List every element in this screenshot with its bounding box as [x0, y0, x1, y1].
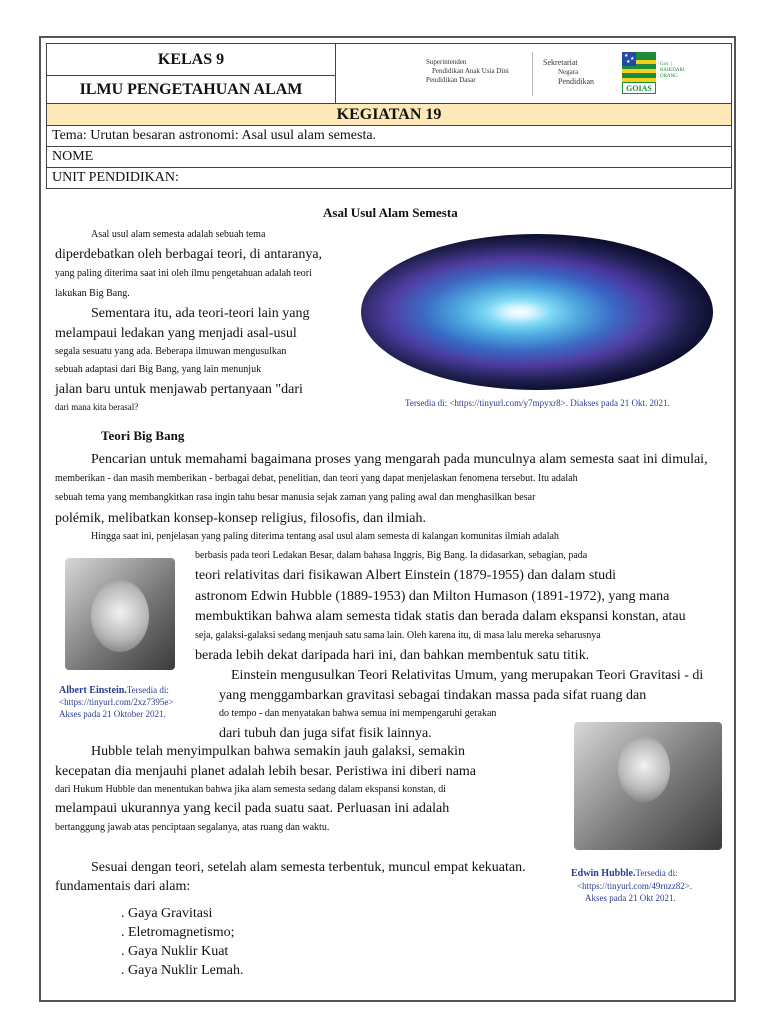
einstein-caption-date: Akses pada 21 Oktober 2021.	[59, 709, 166, 719]
einstein-caption-name: Albert Einstein.	[59, 685, 127, 696]
logo-secretariat-line1: Sekretariat	[543, 58, 578, 67]
einstein-caption-url: <https://tinyurl.com/2xz7395e>	[59, 697, 174, 707]
intro-line: melampaui ledakan yang menjadi asal-usul	[55, 326, 297, 341]
paragraph-line: yang menggambarkan gravitasi sebagai tindakan massa pada sifat ruang dan	[219, 688, 647, 703]
paragraph-line: berbasis pada teori Ledakan Besar, dalam bahasa Inggris, Big Bang. Ia didasarkan, sebagian, pada	[195, 550, 588, 561]
paragraph-line: Hubble telah menyimpulkan bahwa semakin jauh galaksi, semakin	[91, 744, 466, 759]
intro-line: lakukan Big Bang.	[55, 288, 130, 299]
subject-label: ILMU PENGETAHUAN ALAM	[46, 75, 336, 104]
force-list-item: . Gaya Nuklir Lemah.	[121, 963, 244, 978]
paragraph-line: astronom Edwin Hubble (1889-1953) dan Milton Humason (1891-1972), yang mana	[195, 589, 670, 604]
name-row: NOME	[46, 146, 732, 168]
universe-image-caption: Tersedia di: <https://tinyurl.com/y7mpyxr8>. Diakses pada 21 Okt. 2021.	[405, 398, 670, 408]
paragraph-line: berada lebih dekat daripada hari ini, dan bahkan membentuk satu titik.	[195, 648, 590, 663]
force-list-item: . Gaya Nuklir Kuat	[121, 944, 229, 959]
paragraph-line: teori relativitas dari fisikawan Albert Einstein (1879-1955) dan dalam studi	[195, 568, 617, 583]
einstein-photo	[65, 558, 175, 670]
force-list-item: . Gaya Gravitasi	[121, 906, 213, 921]
goias-wordmark: GOIAS	[622, 82, 656, 94]
force-list-item: . Eletromagnetismo;	[121, 925, 235, 940]
paragraph-line: melampaui ukurannya yang kecil pada suatu saat. Perluasan ini adalah	[55, 801, 450, 816]
einstein-caption-text: Tersedia di:	[126, 685, 169, 695]
logo-superintendency-line1: Superintenden	[426, 58, 467, 66]
paragraph-line: seja, galaksi-galaksi sedang menjauh satu sama lain. Oleh karena itu, di masa lalu mereka seharusnya	[195, 630, 601, 641]
hubble-caption	[571, 867, 678, 880]
hubble-photo	[574, 722, 722, 850]
theme-row: Tema: Urutan besaran astronomi: Asal usul alam semesta.	[46, 125, 732, 147]
intro-line: sebuah adaptasi dari Big Bang, yang lain menunjuk	[55, 364, 262, 375]
paragraph-line: Pencarian untuk memahami bagaimana proses yang mengarah pada munculnya alam semesta saat ini dimulai,	[91, 452, 708, 467]
activity-title: KEGIATAN 19	[46, 103, 732, 126]
intro-line: jalan baru untuk menjawab pertanyaan "dari	[55, 382, 303, 397]
paragraph-line: kecepatan dia menjauhi planet adalah lebih besar. Peristiwa ini diberi nama	[55, 764, 477, 779]
logo-superintendency-line2: Pendidikan Anak Usia Dini	[432, 67, 509, 75]
intro-line: dari mana kita berasal?	[55, 402, 139, 412]
article	[41, 38, 734, 1000]
paragraph-line: Einstein mengusulkan Teori Relativitas Umum, yang merupakan Teori Gravitasi - di	[231, 668, 704, 683]
worksheet-page	[39, 36, 736, 1002]
hubble-caption-name: Edwin Hubble.	[571, 868, 636, 879]
intro-line: Asal usul alam semesta adalah sebuah tema	[91, 229, 266, 240]
hubble-caption-text: Tersedia di:	[635, 868, 678, 878]
intro-line: Sementara itu, ada teori-teori lain yang	[91, 306, 310, 321]
paragraph-line: memberikan - dan masih memberikan - berbagai debat, penelitian, dan teori yang dapat menjelaskan fenomena tersebut. Itu adalah	[55, 473, 578, 484]
paragraph-line: polémik, melibatkan konsep-konsep religius, filosofis, dan ilmiah.	[55, 511, 426, 526]
section-heading: Teori Big Bang	[101, 428, 185, 443]
paragraph-line: dari tubuh dan juga sifat fisik lainnya.	[219, 726, 432, 741]
paragraph-line: Hingga saat ini, penjelasan yang paling diterima tentang asal usul alam semesta di kalangan komunitas ilmiah adalah	[91, 531, 559, 542]
paragraph-line: dari Hukum Hubble dan menentukan bahwa jika alam semesta sedang dalam ekspansi konstan, di	[55, 784, 447, 795]
intro-line: yang paling diterima saat ini oleh ilmu pengetahuan adalah teori	[55, 268, 312, 279]
intro-line: diperdebatkan oleh berbagai teori, di antaranya,	[55, 247, 323, 262]
logo-tagline: Gov. | BAIKDARI ORANG	[660, 62, 685, 79]
school-unit-row: UNIT PENDIDIKAN:	[46, 167, 732, 189]
paragraph-line: Sesuai dengan teori, setelah alam semesta terbentuk, muncul empat kekuatan.	[91, 860, 526, 875]
logo-secretariat-line3: Pendidikan	[558, 77, 594, 86]
hubble-caption-date: Akses pada 21 Okt 2021.	[585, 893, 676, 903]
intro-line: segala sesuatu yang ada. Beberapa ilmuwan mengusulkan	[55, 346, 287, 357]
class-label: KELAS 9	[46, 43, 336, 76]
universe-image	[361, 234, 713, 390]
goias-flag-icon: ★ ★ ★	[622, 52, 656, 82]
hubble-caption-url: <https://tinyurl.com/49rnzz82>.	[577, 881, 693, 891]
logo-superintendency-line3: Pendidikan Dasar	[426, 76, 476, 84]
paragraph-line: do tempo - dan menyatakan bahwa semua ini mempengaruhi gerakan	[219, 708, 497, 719]
logo-secretariat-line2: Negara	[558, 68, 579, 76]
paragraph-line: fundamentais dari alam:	[55, 879, 191, 894]
paragraph-line: sebuah tema yang membangkitkan rasa ingin tahu besar manusia sejak zaman yang paling awal dan menghasilkan besar	[55, 492, 536, 503]
article-title: Asal Usul Alam Semesta	[323, 205, 458, 220]
paragraph-line: membuktikan bahwa alam semesta tidak statis dan berada dalam ekspansi konstan, atau	[195, 609, 686, 624]
paragraph-line: bertanggung jawab atas penciptaan segalanya, atas ruang dan waktu.	[55, 822, 330, 833]
